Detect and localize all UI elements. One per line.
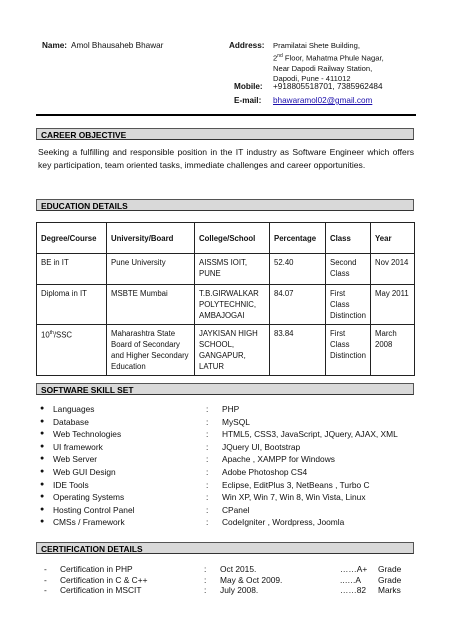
education-heading: EDUCATION DETAILS — [41, 201, 128, 211]
certification-heading: CERTIFICATION DETAILS — [41, 544, 143, 554]
cell-percentage: 84.07 — [270, 285, 326, 325]
address-block — [273, 41, 433, 84]
certification-list — [44, 564, 424, 596]
cell-percentage: 52.40 — [270, 254, 326, 285]
email-link[interactable]: bhawaramol02@gmail.com — [273, 96, 373, 105]
cert-separator: : — [204, 585, 207, 595]
skill-value: Eclipse, EditPlus 3, NetBeans , Turbo C — [222, 479, 370, 490]
cell-year: March 2008 — [371, 325, 415, 376]
cert-grade: ..….A — [340, 574, 361, 585]
skill-value: Win XP, Win 7, Win 8, Win Vista, Linux — [222, 492, 366, 503]
table-row — [37, 285, 415, 325]
cert-dash: - — [44, 564, 47, 574]
address-line-3: Near Dapodi Railway Station, — [273, 63, 373, 73]
table-row — [37, 325, 415, 376]
bullet-icon: ● — [40, 405, 45, 412]
skill-separator: : — [206, 404, 209, 414]
list-item — [40, 517, 420, 530]
cell-degree: 10th/SSC — [37, 325, 107, 376]
col-class: Class — [326, 223, 371, 254]
list-item — [40, 442, 420, 455]
skill-name: CMSs / Framework — [53, 517, 125, 528]
bullet-icon: ● — [40, 455, 45, 463]
list-item — [44, 585, 424, 596]
skill-separator: : — [206, 441, 209, 452]
skills-list — [40, 404, 420, 530]
mobile-value: +918805518701, 7385962484 — [273, 82, 383, 91]
list-item — [40, 505, 420, 518]
col-university: University/Board — [107, 223, 195, 254]
skill-name: Hosting Control Panel — [53, 504, 135, 515]
skills-heading: SOFTWARE SKILL SET — [41, 385, 134, 395]
skill-separator: : — [206, 466, 209, 477]
cert-date: July 2008. — [220, 585, 259, 595]
table-row — [37, 254, 415, 285]
cell-university: Pune University — [107, 254, 195, 285]
email-label: E-mail: — [234, 96, 262, 105]
skill-name: Web GUI Design — [53, 466, 116, 477]
skill-name: UI framework — [53, 441, 103, 452]
skill-separator: : — [206, 429, 209, 440]
bullet-icon: ● — [40, 518, 45, 526]
name-label: Name: — [42, 41, 68, 50]
skill-value: MySQL — [222, 416, 250, 427]
cell-college: T.B.GIRWALKAR POLYTECHNIC, AMBAJOGAI — [195, 285, 270, 325]
cert-grade-label: Marks — [378, 585, 401, 595]
cert-name: Certification in MSCIT — [60, 585, 142, 595]
address-line-2: 2nd Floor, Mahatma Phule Nagar, — [273, 53, 384, 63]
bullet-icon: ● — [40, 430, 45, 438]
list-item — [40, 429, 420, 442]
cert-dash: - — [44, 585, 47, 595]
cell-percentage: 83.84 — [270, 325, 326, 376]
education-heading-bar — [36, 199, 414, 211]
cell-year: May 2011 — [371, 285, 415, 325]
skill-separator: : — [206, 479, 209, 490]
cert-grade-label: Grade — [378, 574, 402, 585]
list-item — [40, 417, 420, 430]
cell-university: MSBTE Mumbai — [107, 285, 195, 325]
skill-value: CPanel — [222, 504, 250, 515]
bullet-icon: ● — [40, 480, 45, 488]
bullet-icon: ● — [40, 442, 45, 450]
cert-separator: : — [204, 564, 207, 574]
cell-university: Maharashtra State Board of Secondary and Higher Secondary Education — [107, 325, 195, 376]
skill-name: Languages — [53, 404, 95, 414]
career-text: Seeking a fulfilling and responsible position in the IT industry as Software Engineer which offers key participation, team oriented tasks, immediate challenges and career opportunities. — [38, 147, 414, 170]
mobile-label: Mobile: — [234, 82, 263, 91]
col-percentage: Percentage — [270, 223, 326, 254]
cert-grade: ……82 — [340, 585, 367, 595]
skill-value: HTML5, CSS3, JavaScript, JQuery, AJAX, XML — [222, 429, 398, 440]
list-item — [44, 575, 424, 586]
skill-value: Apache , XAMPP for Windows — [222, 454, 335, 465]
career-heading-bar — [36, 128, 414, 140]
address-label: Address: — [229, 41, 265, 50]
skill-separator: : — [206, 416, 209, 427]
cell-degree: Diploma in IT — [37, 285, 107, 325]
cert-date: Oct 2015. — [220, 564, 257, 574]
education-table — [36, 222, 415, 376]
skill-value: CodeIgniter , Wordpress, Joomla — [222, 517, 345, 528]
skill-value: JQuery UI, Bootstrap — [222, 441, 301, 452]
col-year: Year — [371, 223, 415, 254]
list-item — [44, 564, 424, 575]
cell-class: First Class Distinction — [326, 325, 371, 376]
cell-year: Nov 2014 — [371, 254, 415, 285]
cell-class: First Class Distinction — [326, 285, 371, 325]
cert-date: May & Oct 2009. — [220, 574, 283, 585]
cert-grade: ……A+ — [340, 564, 368, 574]
header-divider — [36, 114, 416, 116]
skill-name: Web Server — [53, 454, 98, 465]
cell-college: AISSMS IOIT, PUNE — [195, 254, 270, 285]
bullet-icon: ● — [40, 417, 45, 425]
list-item — [40, 492, 420, 505]
skill-name: IDE Tools — [53, 479, 89, 490]
skill-separator: : — [206, 517, 209, 528]
career-heading: CAREER OBJECTIVE — [41, 130, 127, 140]
bullet-icon: ● — [40, 493, 45, 501]
col-degree: Degree/Course — [37, 223, 107, 254]
skill-name: Database — [53, 416, 89, 427]
skill-value: PHP — [222, 404, 240, 414]
list-item — [40, 404, 420, 417]
list-item — [40, 454, 420, 467]
cert-separator: : — [204, 574, 207, 585]
cell-college: JAYKISAN HIGH SCHOOL, GANGAPUR, LATUR — [195, 325, 270, 376]
address-line-4: Dapodi, Pune - 411012 — [273, 73, 351, 83]
skill-separator: : — [206, 504, 209, 515]
education-header-row — [37, 223, 415, 254]
skill-name: Operating Systems — [53, 492, 125, 503]
cell-degree: BE in IT — [37, 254, 107, 285]
list-item — [40, 480, 420, 493]
skill-separator: : — [206, 492, 209, 503]
bullet-icon: ● — [40, 467, 45, 475]
cert-name: Certification in C & C++ — [60, 574, 148, 585]
certification-heading-bar — [36, 542, 414, 554]
name-value: Amol Bhausaheb Bhawar — [71, 41, 164, 50]
cert-dash: - — [44, 574, 47, 585]
skills-heading-bar — [36, 383, 414, 395]
address-line-1: Pramilatai Shete Building, — [273, 41, 360, 50]
list-item — [40, 467, 420, 480]
cert-name: Certification in PHP — [60, 564, 133, 574]
skill-name: Web Technologies — [53, 429, 122, 440]
skill-separator: : — [206, 454, 209, 465]
col-college: College/School — [195, 223, 270, 254]
cert-grade-label: Grade — [378, 564, 402, 574]
bullet-icon: ● — [40, 505, 45, 513]
cell-class: Second Class — [326, 254, 371, 285]
skill-value: Adobe Photoshop CS4 — [222, 466, 308, 477]
